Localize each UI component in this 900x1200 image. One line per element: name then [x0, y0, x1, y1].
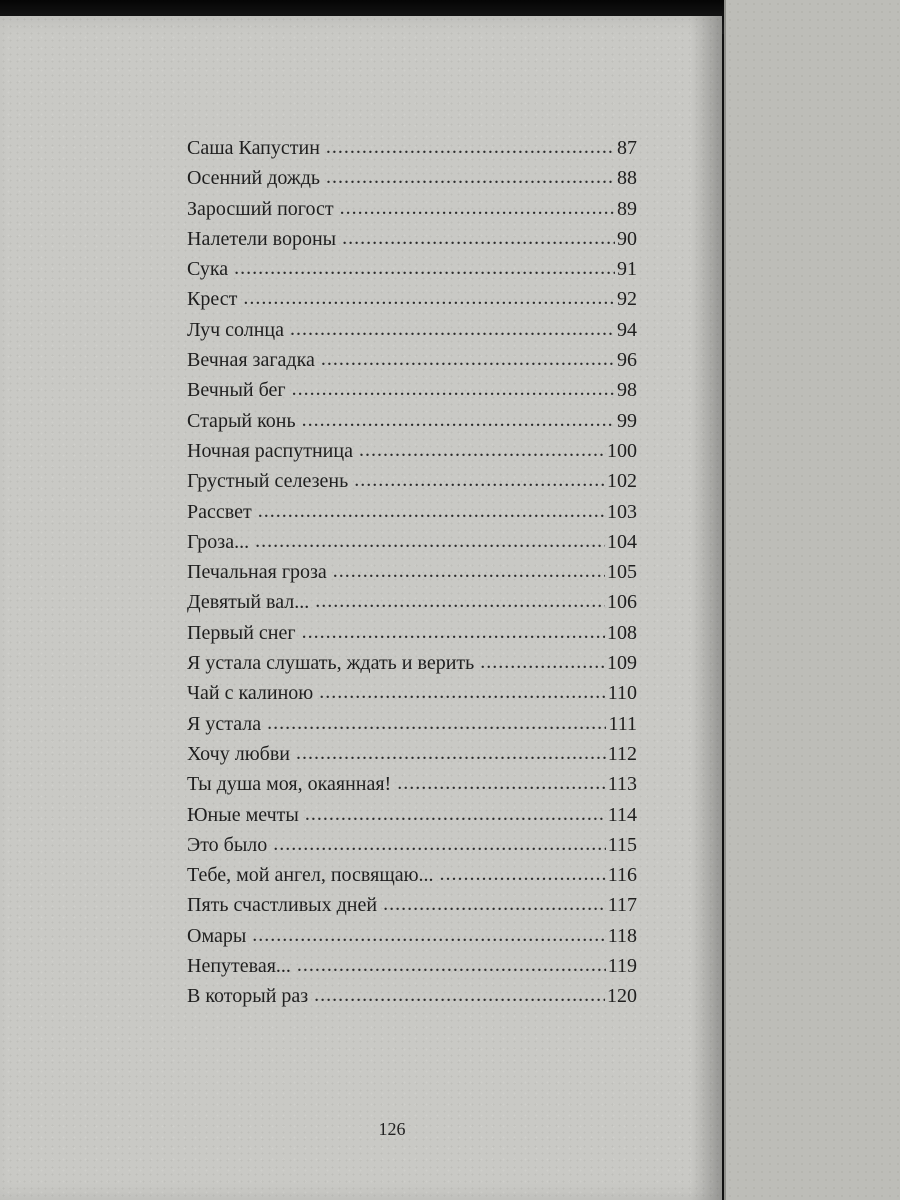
toc-row: [187, 406, 637, 436]
toc-page-number: 108: [607, 621, 637, 644]
toc-page-number: 116: [607, 864, 637, 887]
toc-row: [187, 557, 637, 587]
leader-dots: [255, 526, 605, 556]
page-number: 126: [378, 1119, 406, 1139]
toc-title: Юные мечты: [187, 803, 299, 826]
toc-title: Ты душа моя, окаянная!: [187, 773, 392, 796]
toc-page-number: 112: [607, 742, 637, 765]
leader-dots: [302, 405, 615, 435]
toc-page-number: 90: [617, 227, 637, 250]
toc-row: [187, 951, 637, 981]
toc-row: [187, 284, 637, 314]
toc-title: Чай с калиною: [187, 682, 314, 705]
toc-title: Осенний дождь: [187, 167, 321, 190]
toc-row: [187, 921, 637, 951]
leader-dots: [321, 344, 615, 374]
toc-page-number: 109: [607, 652, 637, 675]
leader-dots: [297, 950, 606, 980]
leader-dots: [258, 496, 605, 526]
toc-page-number: 99: [617, 409, 637, 432]
toc-page-number: 98: [617, 379, 637, 402]
toc-title: Печальная гроза: [187, 561, 327, 584]
toc-page-number: 88: [617, 167, 637, 190]
toc-row: [187, 800, 637, 830]
leader-dots: [252, 920, 605, 950]
toc-title: Старый конь: [187, 409, 296, 432]
toc-title: Налетели вороны: [187, 227, 337, 250]
leader-dots: [359, 435, 605, 465]
leader-dots: [234, 253, 615, 283]
toc-page-number: 106: [607, 591, 637, 614]
toc-row: [187, 163, 637, 193]
toc-row: [187, 315, 637, 345]
toc-row: [187, 466, 637, 496]
leader-dots: [273, 829, 605, 859]
leader-dots: [302, 617, 605, 647]
toc-title: Вечная загадка: [187, 349, 315, 372]
toc-row: [187, 224, 637, 254]
leader-dots: [440, 859, 606, 889]
leader-dots: [305, 799, 606, 829]
table-of-contents: [187, 133, 637, 1012]
toc-page-number: 110: [607, 682, 637, 705]
toc-title: Крест: [187, 288, 238, 311]
leader-dots: [314, 980, 605, 1010]
toc-row: [187, 769, 637, 799]
toc-row: [187, 890, 637, 920]
toc-title: Грустный селезень: [187, 470, 349, 493]
toc-page-number: 91: [617, 258, 637, 281]
toc-page-number: 117: [607, 894, 637, 917]
leader-dots: [333, 556, 605, 586]
leader-dots: [326, 132, 615, 162]
toc-title: В который раз: [187, 985, 309, 1008]
toc-row: [187, 678, 637, 708]
leader-dots: [480, 647, 605, 677]
toc-page-number: 103: [607, 500, 637, 523]
toc-title: Гроза...: [187, 530, 250, 553]
toc-row: [187, 497, 637, 527]
toc-title: Заросший погост: [187, 197, 334, 220]
toc-page-number: 100: [607, 439, 637, 462]
toc-page-number: 102: [607, 470, 637, 493]
toc-title: Сука: [187, 258, 229, 281]
toc-title: Девятый вал...: [187, 591, 310, 614]
toc-title: Саша Капустин: [187, 137, 320, 159]
toc-title: Вечный бег: [187, 379, 286, 402]
leader-dots: [326, 162, 615, 192]
toc-page-number: 120: [607, 985, 637, 1008]
toc-page-number: 113: [607, 773, 637, 796]
leader-dots: [319, 677, 605, 707]
toc-title: Омары: [187, 924, 247, 947]
toc-row: [187, 981, 637, 1011]
toc-row: [187, 860, 637, 890]
toc-title: Это было: [187, 833, 268, 856]
toc-row: [187, 375, 637, 405]
toc-row: [187, 194, 637, 224]
leader-dots: [315, 586, 605, 616]
toc-title: Ночная распутница: [187, 439, 353, 462]
toc-title: Луч солнца: [187, 318, 285, 341]
toc-row: [187, 648, 637, 678]
toc-row: [187, 709, 637, 739]
leader-dots: [340, 193, 615, 223]
toc-title: Хочу любви: [187, 742, 290, 765]
leader-dots: [290, 314, 615, 344]
toc-row: [187, 436, 637, 466]
toc-title: Я устала: [187, 712, 262, 735]
toc-page-number: 119: [607, 955, 637, 978]
toc-title: Пять счастливых дней: [187, 894, 378, 917]
toc-page-number: 105: [607, 561, 637, 584]
toc-title: Первый снег: [187, 621, 296, 644]
toc-title: Рассвет: [187, 500, 252, 523]
toc-row: [187, 345, 637, 375]
leader-dots: [296, 738, 606, 768]
toc-page-number: 111: [608, 712, 637, 735]
toc-title: Непутевая...: [187, 955, 291, 978]
toc-page-number: 92: [617, 288, 637, 311]
toc-page-number: 87: [617, 137, 637, 159]
toc-row: [187, 739, 637, 769]
leader-dots: [342, 223, 615, 253]
toc-title: Тебе, мой ангел, посвящаю...: [187, 864, 434, 887]
toc-title: Я устала слушать, ждать и верить: [187, 652, 475, 675]
toc-page-number: 96: [617, 349, 637, 372]
toc-row: [187, 587, 637, 617]
toc-row: [187, 830, 637, 860]
toc-page-number: 94: [617, 318, 637, 341]
toc-row: [187, 527, 637, 557]
toc-row: [187, 254, 637, 284]
toc-page-number: 115: [607, 833, 637, 856]
toc-page-number: 114: [607, 803, 637, 826]
right-page: [724, 0, 900, 1200]
toc-row: [187, 618, 637, 648]
leader-dots: [397, 768, 606, 798]
toc-page-number: 104: [607, 530, 637, 553]
toc-page-number: 118: [607, 924, 637, 947]
leader-dots: [292, 374, 615, 404]
toc-page-number: 89: [617, 197, 637, 220]
leader-dots: [243, 283, 615, 313]
leader-dots: [354, 465, 605, 495]
leader-dots: [267, 708, 606, 738]
leader-dots: [383, 889, 606, 919]
toc-row: [187, 133, 637, 163]
